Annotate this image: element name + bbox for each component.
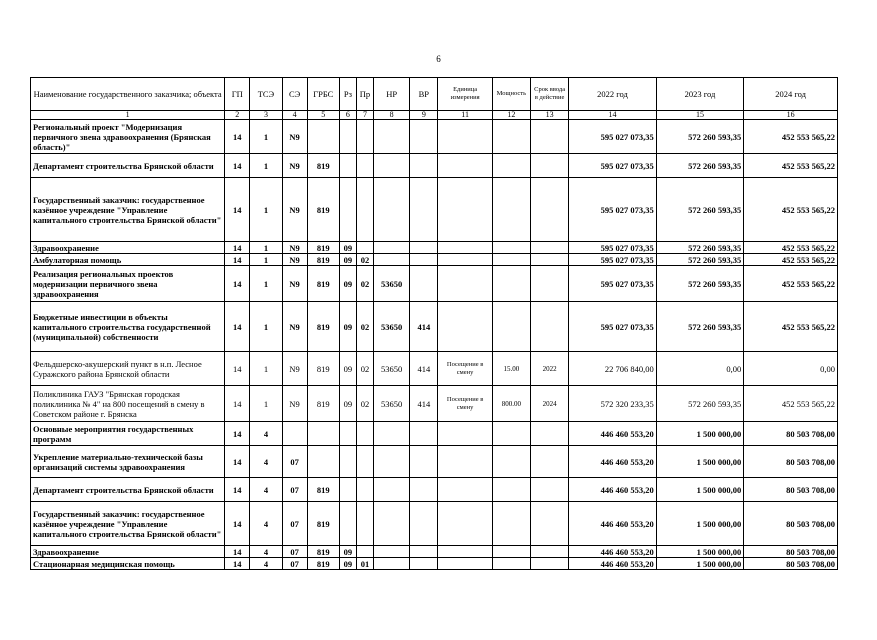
amount-2023: 1 500 000,00 <box>656 478 744 502</box>
rz-cell <box>339 120 356 154</box>
amount-2023: 572 260 593,35 <box>656 266 744 302</box>
nr-cell: 53650 <box>374 266 410 302</box>
object-name: Государственный заказчик: государственное казённое учреждение "Управление капитального строительства Брянской области" <box>31 502 225 546</box>
grbs-cell <box>307 120 339 154</box>
nr-cell: 53650 <box>374 386 410 422</box>
capacity-cell <box>492 546 530 558</box>
unit-cell <box>438 558 492 570</box>
amount-2023: 572 260 593,35 <box>656 120 744 154</box>
se-cell: N9 <box>282 302 307 352</box>
column-number: 8 <box>374 111 410 120</box>
column-number: 9 <box>410 111 438 120</box>
object-name: Стационарная медицинская помощь <box>31 558 225 570</box>
term-cell <box>531 254 569 266</box>
amount-2022: 595 027 073,35 <box>569 154 657 178</box>
amount-2024: 80 503 708,00 <box>744 558 838 570</box>
grbs-cell: 819 <box>307 254 339 266</box>
grbs-cell: 819 <box>307 302 339 352</box>
gp-cell: 14 <box>225 386 250 422</box>
tse-cell: 1 <box>250 266 282 302</box>
capacity-cell <box>492 302 530 352</box>
object-name: Здравоохранение <box>31 242 225 254</box>
column-number: 12 <box>492 111 530 120</box>
table-body <box>31 120 838 570</box>
nr-cell <box>374 178 410 242</box>
table-row <box>31 502 838 546</box>
capacity-cell <box>492 120 530 154</box>
capacity-cell <box>492 254 530 266</box>
se-cell: N9 <box>282 352 307 386</box>
capacity-cell <box>492 446 530 478</box>
gp-cell: 14 <box>225 242 250 254</box>
se-cell <box>282 422 307 446</box>
unit-cell <box>438 242 492 254</box>
vr-cell <box>410 266 438 302</box>
amount-2024: 452 553 565,22 <box>744 120 838 154</box>
tse-cell: 4 <box>250 558 282 570</box>
column-number: 16 <box>744 111 838 120</box>
tse-cell: 4 <box>250 546 282 558</box>
capacity-cell <box>492 422 530 446</box>
gp-cell: 14 <box>225 502 250 546</box>
column-number: 1 <box>31 111 225 120</box>
tse-cell: 4 <box>250 502 282 546</box>
nr-cell <box>374 154 410 178</box>
pr-cell <box>356 446 373 478</box>
vr-cell: 414 <box>410 386 438 422</box>
nr-cell: 53650 <box>374 352 410 386</box>
unit-cell <box>438 266 492 302</box>
tse-cell: 1 <box>250 154 282 178</box>
rz-cell: 09 <box>339 242 356 254</box>
amount-2023: 572 260 593,35 <box>656 302 744 352</box>
rz-cell <box>339 422 356 446</box>
rz-cell: 09 <box>339 302 356 352</box>
rz-cell: 09 <box>339 352 356 386</box>
term-cell <box>531 558 569 570</box>
object-name: Основные мероприятия государственных программ <box>31 422 225 446</box>
nr-cell <box>374 242 410 254</box>
capacity-cell: 15.00 <box>492 352 530 386</box>
table-row <box>31 446 838 478</box>
amount-2023: 1 500 000,00 <box>656 422 744 446</box>
se-cell: N9 <box>282 120 307 154</box>
amount-2022: 595 027 073,35 <box>569 254 657 266</box>
term-cell <box>531 446 569 478</box>
amount-2023: 572 260 593,35 <box>656 254 744 266</box>
rz-cell <box>339 178 356 242</box>
grbs-cell <box>307 422 339 446</box>
vr-cell <box>410 422 438 446</box>
table-row <box>31 302 838 352</box>
tse-cell: 1 <box>250 386 282 422</box>
nr-cell <box>374 546 410 558</box>
table-row <box>31 178 838 242</box>
rz-cell: 09 <box>339 266 356 302</box>
vr-cell <box>410 478 438 502</box>
table-row <box>31 120 838 154</box>
amount-2023: 572 260 593,35 <box>656 386 744 422</box>
capacity-cell <box>492 558 530 570</box>
tse-cell: 4 <box>250 478 282 502</box>
grbs-cell <box>307 446 339 478</box>
capacity-cell <box>492 178 530 242</box>
amount-2023: 1 500 000,00 <box>656 558 744 570</box>
se-cell: 07 <box>282 502 307 546</box>
amount-2022: 595 027 073,35 <box>569 120 657 154</box>
amount-2024: 452 553 565,22 <box>744 154 838 178</box>
table-row <box>31 154 838 178</box>
object-name: Департамент строительства Брянской области <box>31 478 225 502</box>
vr-cell <box>410 502 438 546</box>
object-name: Фельдшерско-акушерский пункт в н.п. Лесное Суражского района Брянской области <box>31 352 225 386</box>
vr-cell <box>410 558 438 570</box>
gp-cell: 14 <box>225 302 250 352</box>
unit-cell <box>438 154 492 178</box>
gp-cell: 14 <box>225 120 250 154</box>
unit-cell <box>438 254 492 266</box>
amount-2024: 80 503 708,00 <box>744 422 838 446</box>
amount-2024: 452 553 565,22 <box>744 386 838 422</box>
object-name: Укрепление материально-технической базы организаций системы здравоохранения <box>31 446 225 478</box>
vr-cell: 414 <box>410 302 438 352</box>
term-cell <box>531 502 569 546</box>
grbs-cell: 819 <box>307 502 339 546</box>
header-2023: 2023 год <box>656 78 744 111</box>
amount-2023: 1 500 000,00 <box>656 446 744 478</box>
column-number: 3 <box>250 111 282 120</box>
vr-cell <box>410 446 438 478</box>
table-row <box>31 546 838 558</box>
capacity-cell: 800.00 <box>492 386 530 422</box>
grbs-cell: 819 <box>307 242 339 254</box>
amount-2022: 595 027 073,35 <box>569 242 657 254</box>
amount-2024: 80 503 708,00 <box>744 546 838 558</box>
pr-cell <box>356 546 373 558</box>
amount-2022: 22 706 840,00 <box>569 352 657 386</box>
amount-2023: 1 500 000,00 <box>656 502 744 546</box>
rz-cell <box>339 502 356 546</box>
term-cell <box>531 178 569 242</box>
pr-cell: 02 <box>356 352 373 386</box>
unit-cell <box>438 178 492 242</box>
nr-cell <box>374 446 410 478</box>
se-cell: N9 <box>282 386 307 422</box>
amount-2024: 452 553 565,22 <box>744 266 838 302</box>
gp-cell: 14 <box>225 546 250 558</box>
object-name: Реализация региональных проектов модернизации первичного звена здравоохранения <box>31 266 225 302</box>
header-2022: 2022 год <box>569 78 657 111</box>
rz-cell <box>339 478 356 502</box>
tse-cell: 1 <box>250 302 282 352</box>
vr-cell <box>410 120 438 154</box>
header-row <box>31 78 838 111</box>
table-row <box>31 422 838 446</box>
unit-cell: Посещение в смену <box>438 352 492 386</box>
table-row <box>31 478 838 502</box>
vr-cell <box>410 254 438 266</box>
amount-2022: 446 460 553,20 <box>569 546 657 558</box>
column-number: 13 <box>531 111 569 120</box>
pr-cell: 02 <box>356 302 373 352</box>
unit-cell: Посещение в смену <box>438 386 492 422</box>
tse-cell: 1 <box>250 352 282 386</box>
se-cell: 07 <box>282 558 307 570</box>
column-number: 5 <box>307 111 339 120</box>
column-number: 15 <box>656 111 744 120</box>
amount-2022: 572 320 233,35 <box>569 386 657 422</box>
amount-2022: 446 460 553,20 <box>569 478 657 502</box>
column-number: 11 <box>438 111 492 120</box>
column-number: 7 <box>356 111 373 120</box>
pr-cell: 02 <box>356 386 373 422</box>
amount-2022: 446 460 553,20 <box>569 502 657 546</box>
term-cell <box>531 120 569 154</box>
header-name: Наименование государственного заказчика; объекта <box>31 78 225 111</box>
tse-cell: 4 <box>250 446 282 478</box>
page-number: 6 <box>436 54 441 64</box>
se-cell: 07 <box>282 446 307 478</box>
column-number: 4 <box>282 111 307 120</box>
nr-cell <box>374 254 410 266</box>
amount-2022: 446 460 553,20 <box>569 422 657 446</box>
header-grbs: ГРБС <box>307 78 339 111</box>
object-name: Региональный проект "Модернизация первичного звена здравоохранения (Брянская область)" <box>31 120 225 154</box>
nr-cell <box>374 120 410 154</box>
header-vr: ВР <box>410 78 438 111</box>
gp-cell: 14 <box>225 446 250 478</box>
grbs-cell: 819 <box>307 386 339 422</box>
pr-cell: 02 <box>356 266 373 302</box>
amount-2023: 572 260 593,35 <box>656 178 744 242</box>
se-cell: 07 <box>282 478 307 502</box>
amount-2022: 446 460 553,20 <box>569 558 657 570</box>
vr-cell <box>410 178 438 242</box>
pr-cell <box>356 478 373 502</box>
header-tse: ТСЭ <box>250 78 282 111</box>
table-row <box>31 386 838 422</box>
grbs-cell: 819 <box>307 352 339 386</box>
grbs-cell: 819 <box>307 178 339 242</box>
term-cell: 2024 <box>531 386 569 422</box>
unit-cell <box>438 422 492 446</box>
header-unit: Единица измерения <box>438 78 492 111</box>
tse-cell: 1 <box>250 242 282 254</box>
table-row <box>31 352 838 386</box>
vr-cell <box>410 242 438 254</box>
pr-cell <box>356 178 373 242</box>
gp-cell: 14 <box>225 558 250 570</box>
tse-cell: 1 <box>250 178 282 242</box>
grbs-cell: 819 <box>307 154 339 178</box>
term-cell: 2022 <box>531 352 569 386</box>
pr-cell <box>356 242 373 254</box>
term-cell <box>531 266 569 302</box>
se-cell: N9 <box>282 242 307 254</box>
header-se: СЭ <box>282 78 307 111</box>
amount-2024: 452 553 565,22 <box>744 254 838 266</box>
column-number-row <box>31 111 838 120</box>
amount-2024: 452 553 565,22 <box>744 178 838 242</box>
budget-table <box>30 77 838 570</box>
amount-2024: 80 503 708,00 <box>744 478 838 502</box>
header-pr: Пр <box>356 78 373 111</box>
amount-2023: 572 260 593,35 <box>656 154 744 178</box>
header-gp: ГП <box>225 78 250 111</box>
grbs-cell: 819 <box>307 558 339 570</box>
capacity-cell <box>492 266 530 302</box>
gp-cell: 14 <box>225 254 250 266</box>
term-cell <box>531 154 569 178</box>
unit-cell <box>438 446 492 478</box>
object-name: Государственный заказчик: государственное казённое учреждение "Управление капитального строительства Брянской области" <box>31 178 225 242</box>
vr-cell <box>410 154 438 178</box>
table-row <box>31 242 838 254</box>
amount-2024: 452 553 565,22 <box>744 302 838 352</box>
column-number: 14 <box>569 111 657 120</box>
nr-cell: 53650 <box>374 302 410 352</box>
term-cell <box>531 422 569 446</box>
gp-cell: 14 <box>225 352 250 386</box>
gp-cell: 14 <box>225 178 250 242</box>
column-number: 6 <box>339 111 356 120</box>
object-name: Департамент строительства Брянской области <box>31 154 225 178</box>
tse-cell: 1 <box>250 120 282 154</box>
nr-cell <box>374 422 410 446</box>
grbs-cell: 819 <box>307 266 339 302</box>
capacity-cell <box>492 154 530 178</box>
gp-cell: 14 <box>225 266 250 302</box>
gp-cell: 14 <box>225 478 250 502</box>
rz-cell: 09 <box>339 386 356 422</box>
unit-cell <box>438 478 492 502</box>
unit-cell <box>438 502 492 546</box>
se-cell: N9 <box>282 254 307 266</box>
amount-2024: 80 503 708,00 <box>744 502 838 546</box>
amount-2022: 595 027 073,35 <box>569 178 657 242</box>
capacity-cell <box>492 478 530 502</box>
capacity-cell <box>492 242 530 254</box>
se-cell: N9 <box>282 266 307 302</box>
grbs-cell: 819 <box>307 546 339 558</box>
tse-cell: 4 <box>250 422 282 446</box>
amount-2022: 446 460 553,20 <box>569 446 657 478</box>
unit-cell <box>438 546 492 558</box>
gp-cell: 14 <box>225 422 250 446</box>
pr-cell <box>356 422 373 446</box>
column-number: 2 <box>225 111 250 120</box>
header-rz: Рз <box>339 78 356 111</box>
pr-cell <box>356 154 373 178</box>
amount-2023: 572 260 593,35 <box>656 242 744 254</box>
gp-cell: 14 <box>225 154 250 178</box>
nr-cell <box>374 558 410 570</box>
amount-2022: 595 027 073,35 <box>569 266 657 302</box>
object-name: Амбулаторная помощь <box>31 254 225 266</box>
rz-cell <box>339 446 356 478</box>
nr-cell <box>374 478 410 502</box>
rz-cell: 09 <box>339 546 356 558</box>
amount-2024: 452 553 565,22 <box>744 242 838 254</box>
rz-cell: 09 <box>339 254 356 266</box>
header-capacity: Мощность <box>492 78 530 111</box>
amount-2023: 1 500 000,00 <box>656 546 744 558</box>
header-2024: 2024 год <box>744 78 838 111</box>
term-cell <box>531 546 569 558</box>
pr-cell: 02 <box>356 254 373 266</box>
table-row <box>31 266 838 302</box>
capacity-cell <box>492 502 530 546</box>
object-name: Здравоохранение <box>31 546 225 558</box>
table-row <box>31 254 838 266</box>
unit-cell <box>438 120 492 154</box>
tse-cell: 1 <box>250 254 282 266</box>
se-cell: N9 <box>282 154 307 178</box>
rz-cell: 09 <box>339 558 356 570</box>
amount-2024: 80 503 708,00 <box>744 446 838 478</box>
se-cell: N9 <box>282 178 307 242</box>
pr-cell <box>356 502 373 546</box>
header-nr: НР <box>374 78 410 111</box>
object-name: Бюджетные инвестиции в объекты капитального строительства государственной (муниципальной) собственности <box>31 302 225 352</box>
object-name: Поликлиника ГАУЗ "Брянская городская поликлиника № 4" на 800 посещений в смену в Советском районе г. Брянска <box>31 386 225 422</box>
amount-2024: 0,00 <box>744 352 838 386</box>
amount-2022: 595 027 073,35 <box>569 302 657 352</box>
pr-cell <box>356 120 373 154</box>
term-cell <box>531 302 569 352</box>
term-cell <box>531 242 569 254</box>
vr-cell: 414 <box>410 352 438 386</box>
pr-cell: 01 <box>356 558 373 570</box>
rz-cell <box>339 154 356 178</box>
vr-cell <box>410 546 438 558</box>
header-term: Срок ввода в действие <box>531 78 569 111</box>
table-row <box>31 558 838 570</box>
term-cell <box>531 478 569 502</box>
se-cell: 07 <box>282 546 307 558</box>
amount-2023: 0,00 <box>656 352 744 386</box>
nr-cell <box>374 502 410 546</box>
unit-cell <box>438 302 492 352</box>
grbs-cell: 819 <box>307 478 339 502</box>
